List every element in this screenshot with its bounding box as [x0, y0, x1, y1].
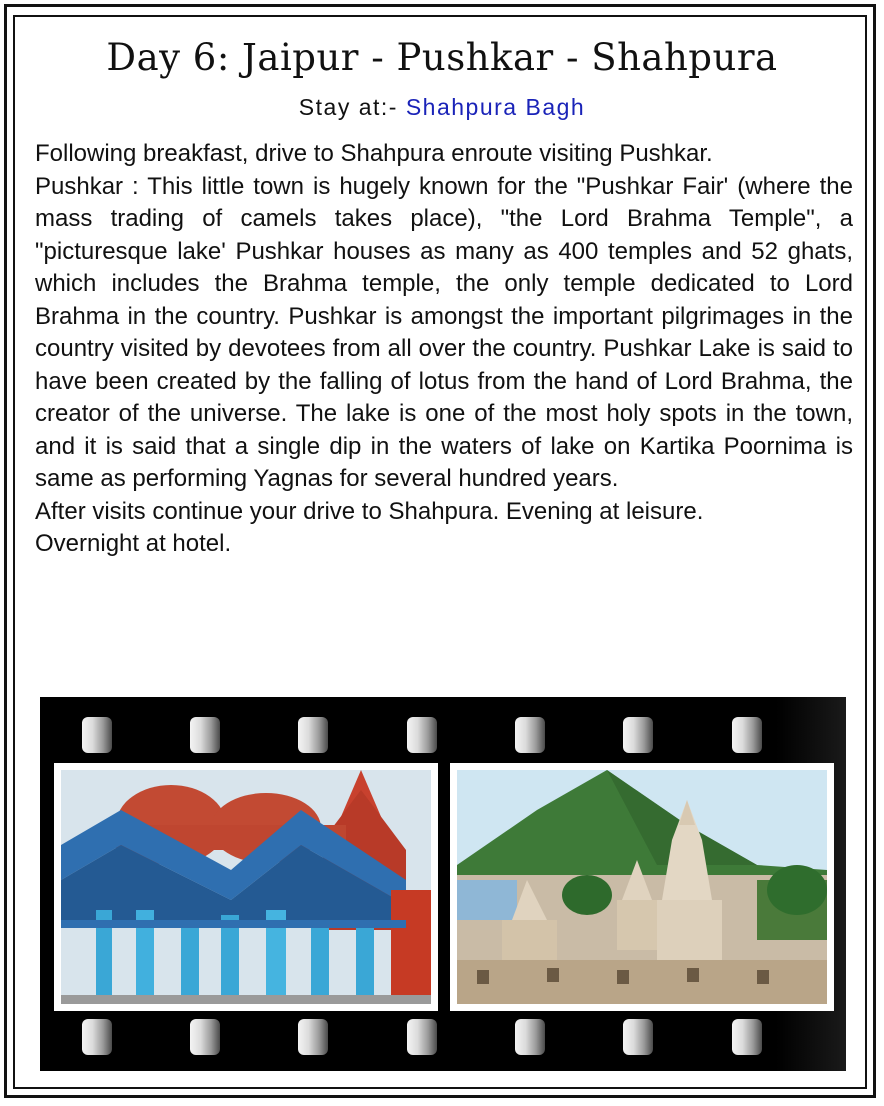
- sprocket-hole: [732, 1019, 762, 1055]
- sprocket-hole: [407, 717, 437, 753]
- sprocket-hole: [623, 717, 653, 753]
- sprocket-hole: [82, 1019, 112, 1055]
- photo-frame-left: [54, 763, 438, 1011]
- brahma-temple-photo: [61, 770, 431, 1004]
- sprocket-hole: [732, 717, 762, 753]
- page-title: Day 6: Jaipur - Pushkar - Shahpura: [106, 36, 778, 79]
- sprocket-hole: [515, 717, 545, 753]
- pushkar-paragraph: Pushkar : This little town is hugely known for the "Pushkar Fair' (where the mass trading of camels takes place), "the Lord Brahma Temple", a "picturesque lake' Pushkar houses as many as 400 temples and 52 ghats, which includes the Brahma temple, the only temple dedicated to Lord Brahma in the country. Pushkar is amongst the important pilgrimages in the country visited by devotees from all over the country. Pushkar Lake is said to have been created by the falling of lotus from the hand of Lord Brahma, the creator of the universe. The lake is one of the most holy spots in the town, and it is said that a single dip in the waters of lake on Kartika Poornima is same as performing Yagnas for several hundred years.: [35, 172, 853, 492]
- sprocket-hole: [407, 1019, 437, 1055]
- film-strip: [40, 697, 846, 1071]
- hotel-name: Shahpura Bagh: [405, 94, 586, 120]
- pushkar-temples-hill-photo: [457, 770, 827, 1004]
- photo-frame-right: [450, 763, 834, 1011]
- sprocket-hole: [623, 1019, 653, 1055]
- overnight-paragraph: Overnight at hotel.: [35, 530, 232, 557]
- afternoon-paragraph: After visits continue your drive to Shahpura. Evening at leisure.: [35, 497, 704, 525]
- sprocket-hole: [190, 1019, 220, 1055]
- sprocket-hole: [298, 1019, 328, 1055]
- stay-label: Stay at:-: [298, 94, 406, 120]
- sprocket-hole: [190, 717, 220, 753]
- sprocket-hole: [515, 1019, 545, 1055]
- intro-paragraph: Following breakfast, drive to Shahpura enroute visiting Pushkar.: [35, 140, 713, 167]
- itinerary-text: [35, 138, 853, 561]
- stay-line: [0, 94, 884, 121]
- sprocket-hole: [298, 717, 328, 753]
- sprocket-hole: [82, 717, 112, 753]
